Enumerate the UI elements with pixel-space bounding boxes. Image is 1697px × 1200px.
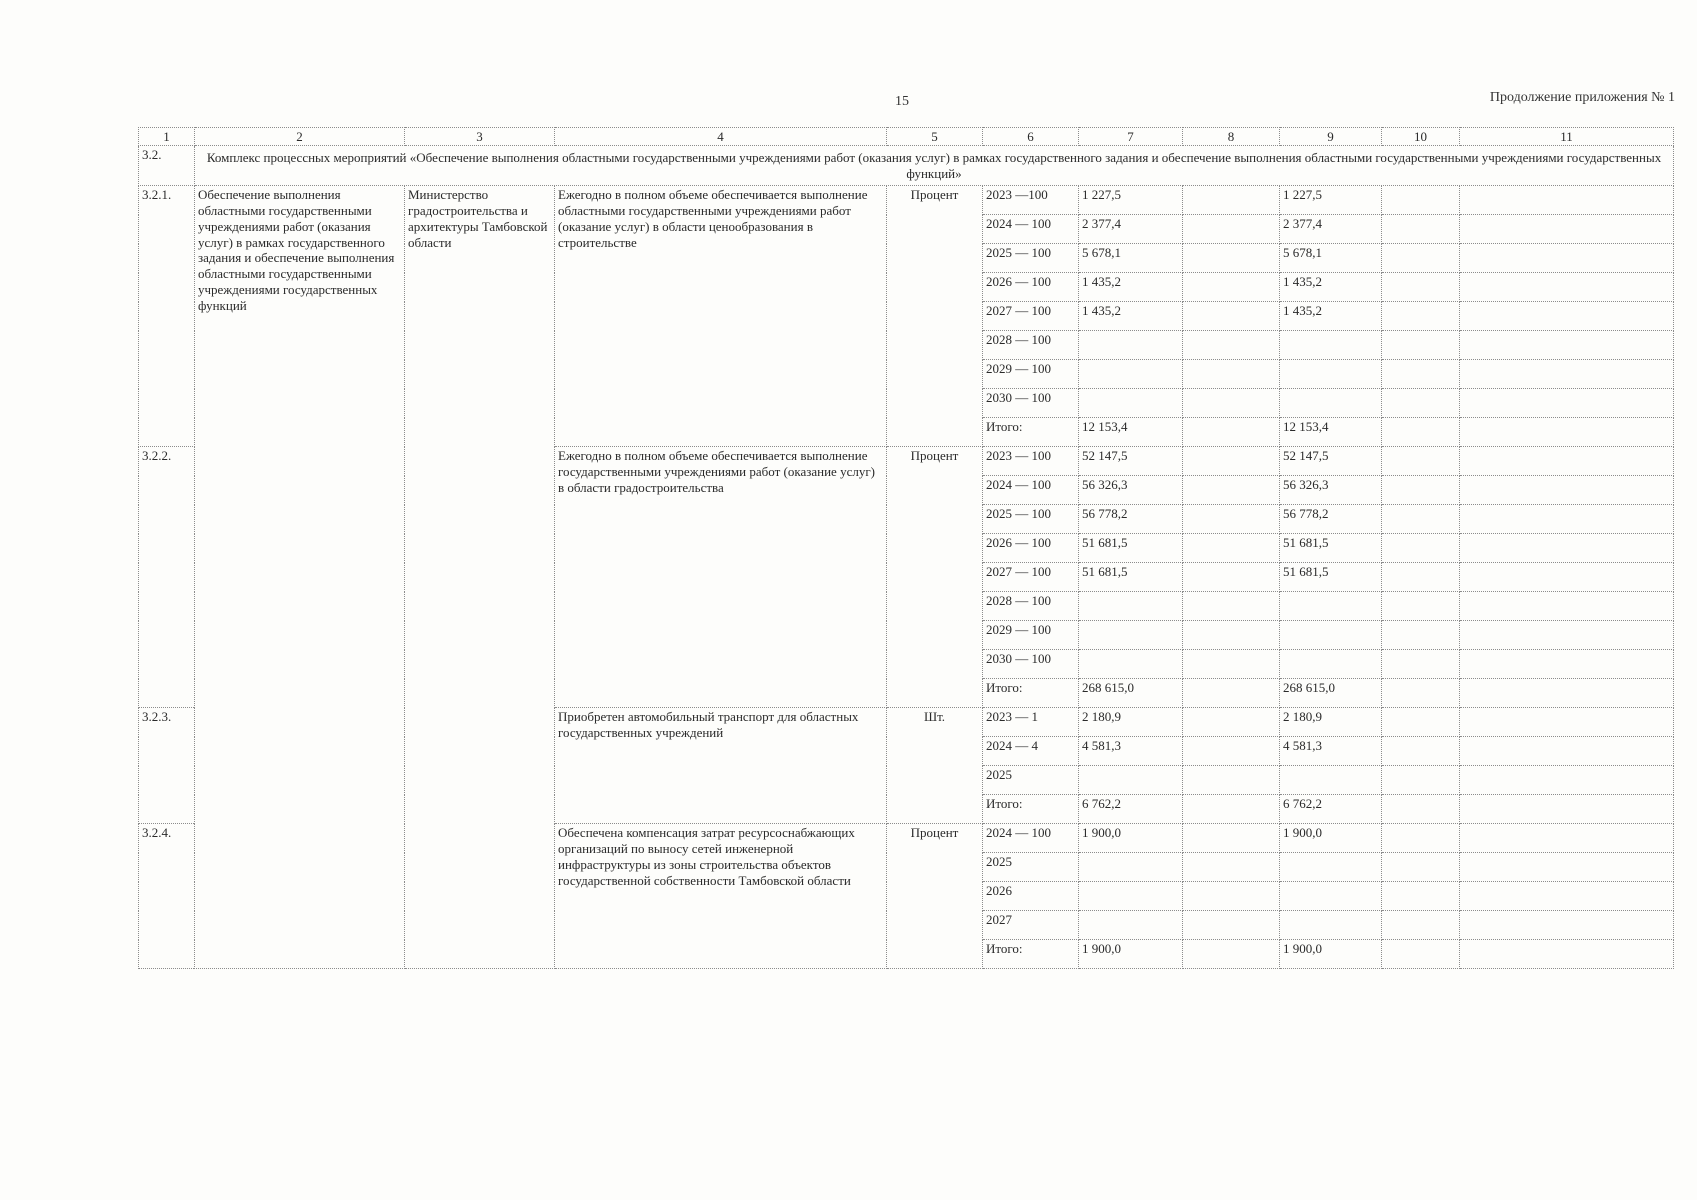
column-header: 10 [1382, 128, 1460, 146]
amount-col8 [1183, 244, 1280, 273]
year-value: Итого: [983, 940, 1079, 969]
amount-col9: 2 377,4 [1280, 215, 1382, 244]
year-value: 2028 — 100 [983, 331, 1079, 360]
column-header: 11 [1460, 128, 1674, 146]
amount-col11 [1460, 708, 1674, 737]
amount-col11 [1460, 737, 1674, 766]
amount-col9: 51 681,5 [1280, 563, 1382, 592]
amount-col11 [1460, 621, 1674, 650]
amount-col8 [1183, 563, 1280, 592]
amount-col10 [1382, 215, 1460, 244]
item-number: 3.2.4. [139, 824, 195, 969]
year-value: 2025 [983, 766, 1079, 795]
amount-col8 [1183, 302, 1280, 331]
amount-col11 [1460, 244, 1674, 273]
amount-col8 [1183, 215, 1280, 244]
amount-col7: 4 581,3 [1079, 737, 1183, 766]
amount-col10 [1382, 911, 1460, 940]
item-unit: Шт. [887, 708, 983, 824]
amount-col7: 2 180,9 [1079, 708, 1183, 737]
amount-col7 [1079, 389, 1183, 418]
year-value: 2024 — 100 [983, 476, 1079, 505]
year-value: 2028 — 100 [983, 592, 1079, 621]
amount-col10 [1382, 389, 1460, 418]
amount-col9: 1 435,2 [1280, 302, 1382, 331]
amount-col9: 56 326,3 [1280, 476, 1382, 505]
column-header: 5 [887, 128, 983, 146]
column-header: 9 [1280, 128, 1382, 146]
amount-col8 [1183, 737, 1280, 766]
amount-col7 [1079, 853, 1183, 882]
page-number: 15 [895, 94, 909, 109]
amount-col11 [1460, 186, 1674, 215]
item-number: 3.2.1. [139, 186, 195, 447]
amount-col7 [1079, 621, 1183, 650]
column-header: 3 [405, 128, 555, 146]
amount-col9: 1 900,0 [1280, 940, 1382, 969]
amount-col10 [1382, 853, 1460, 882]
amount-col9 [1280, 331, 1382, 360]
amount-col7: 6 762,2 [1079, 795, 1183, 824]
amount-col8 [1183, 621, 1280, 650]
item-result: Приобретен автомобильный транспорт для областных государственных учреждений [555, 708, 887, 824]
amount-col10 [1382, 621, 1460, 650]
amount-col8 [1183, 418, 1280, 447]
amount-col9: 51 681,5 [1280, 534, 1382, 563]
amount-col9 [1280, 766, 1382, 795]
amount-col8 [1183, 882, 1280, 911]
amount-col10 [1382, 592, 1460, 621]
amount-col11 [1460, 766, 1674, 795]
amount-col9: 6 762,2 [1280, 795, 1382, 824]
amount-col7: 1 900,0 [1079, 940, 1183, 969]
amount-col10 [1382, 302, 1460, 331]
event-name: Обеспечение выполнения областными государственными учреждениями работ (оказания услуг) в рамках государственного задания и обеспечение выполнения областными государственными учреждениями государственных функций [195, 186, 405, 969]
year-value: 2023 —100 [983, 186, 1079, 215]
year-value: Итого: [983, 679, 1079, 708]
amount-col11 [1460, 360, 1674, 389]
amount-col11 [1460, 302, 1674, 331]
amount-col9 [1280, 389, 1382, 418]
column-header: 4 [555, 128, 887, 146]
amount-col8 [1183, 766, 1280, 795]
column-header: 8 [1183, 128, 1280, 146]
year-value: 2024 — 100 [983, 824, 1079, 853]
year-value: 2026 — 100 [983, 534, 1079, 563]
amount-col8 [1183, 389, 1280, 418]
item-unit: Процент [887, 447, 983, 708]
amount-col8 [1183, 708, 1280, 737]
amount-col9: 1 900,0 [1280, 824, 1382, 853]
year-value: 2029 — 100 [983, 621, 1079, 650]
amount-col9: 12 153,4 [1280, 418, 1382, 447]
amount-col9: 1 435,2 [1280, 273, 1382, 302]
amount-col10 [1382, 737, 1460, 766]
item-unit: Процент [887, 186, 983, 447]
year-value: 2024 — 4 [983, 737, 1079, 766]
amount-col8 [1183, 853, 1280, 882]
amount-col11 [1460, 795, 1674, 824]
year-value: 2027 [983, 911, 1079, 940]
amount-col7: 1 435,2 [1079, 302, 1183, 331]
amount-col11 [1460, 940, 1674, 969]
amount-col9 [1280, 650, 1382, 679]
amount-col9 [1280, 882, 1382, 911]
amount-col11 [1460, 534, 1674, 563]
amount-col11 [1460, 882, 1674, 911]
amount-col10 [1382, 563, 1460, 592]
year-value: 2023 — 1 [983, 708, 1079, 737]
amount-col10 [1382, 476, 1460, 505]
amount-col7 [1079, 650, 1183, 679]
year-value: 2027 — 100 [983, 563, 1079, 592]
column-header: 6 [983, 128, 1079, 146]
responsible-body: Министерство градостроительства и архитектуры Тамбовской области [405, 186, 555, 969]
amount-col10 [1382, 331, 1460, 360]
item-number: 3.2.3. [139, 708, 195, 824]
amount-col10 [1382, 447, 1460, 476]
amount-col10 [1382, 534, 1460, 563]
amount-col7 [1079, 592, 1183, 621]
amount-col9: 4 581,3 [1280, 737, 1382, 766]
amount-col8 [1183, 592, 1280, 621]
amount-col8 [1183, 476, 1280, 505]
year-value: 2024 — 100 [983, 215, 1079, 244]
amount-col10 [1382, 766, 1460, 795]
amount-col8 [1183, 534, 1280, 563]
amount-col8 [1183, 650, 1280, 679]
amount-col7: 56 326,3 [1079, 476, 1183, 505]
amount-col11 [1460, 563, 1674, 592]
amount-col9: 52 147,5 [1280, 447, 1382, 476]
amount-col10 [1382, 244, 1460, 273]
amount-col11 [1460, 418, 1674, 447]
amount-col8 [1183, 273, 1280, 302]
amount-col10 [1382, 273, 1460, 302]
amount-col11 [1460, 447, 1674, 476]
amount-col9 [1280, 360, 1382, 389]
amount-col8 [1183, 679, 1280, 708]
amount-col11 [1460, 273, 1674, 302]
amount-col7: 2 377,4 [1079, 215, 1183, 244]
amount-col9 [1280, 853, 1382, 882]
amount-col11 [1460, 853, 1674, 882]
amount-col10 [1382, 360, 1460, 389]
amount-col7: 1 227,5 [1079, 186, 1183, 215]
amount-col8 [1183, 795, 1280, 824]
program-table [138, 127, 1674, 969]
amount-col7: 52 147,5 [1079, 447, 1183, 476]
amount-col9: 2 180,9 [1280, 708, 1382, 737]
item-unit: Процент [887, 824, 983, 969]
column-header: 2 [195, 128, 405, 146]
section-title: Комплекс процессных мероприятий «Обеспечение выполнения областными государственными учреждениями работ (оказания услуг) в рамках государственного задания и обеспечение выполнения областными государственными учреждениями государственных функций» [195, 146, 1674, 186]
column-number-row [139, 128, 1674, 146]
amount-col11 [1460, 331, 1674, 360]
item-result: Ежегодно в полном объеме обеспечивается выполнение областными государственными учреждениями работ (оказание услуг) в области ценообразования в строительстве [555, 186, 887, 447]
amount-col8 [1183, 360, 1280, 389]
item-result: Обеспечена компенсация затрат ресурсоснабжающих организаций по выносу сетей инженерной инфраструктуры из зоны строительства объектов государственной собственности Тамбовской области [555, 824, 887, 969]
section-number: 3.2. [139, 146, 195, 186]
amount-col11 [1460, 476, 1674, 505]
amount-col7 [1079, 360, 1183, 389]
amount-col8 [1183, 447, 1280, 476]
table-row [139, 186, 1674, 215]
amount-col8 [1183, 186, 1280, 215]
amount-col10 [1382, 650, 1460, 679]
amount-col10 [1382, 940, 1460, 969]
year-value: 2029 — 100 [983, 360, 1079, 389]
year-value: 2027 — 100 [983, 302, 1079, 331]
amount-col9 [1280, 911, 1382, 940]
amount-col11 [1460, 911, 1674, 940]
amount-col11 [1460, 824, 1674, 853]
year-value: 2030 — 100 [983, 650, 1079, 679]
amount-col10 [1382, 882, 1460, 911]
item-number: 3.2.2. [139, 447, 195, 708]
amount-col7 [1079, 911, 1183, 940]
amount-col7: 51 681,5 [1079, 563, 1183, 592]
amount-col9: 1 227,5 [1280, 186, 1382, 215]
amount-col11 [1460, 650, 1674, 679]
year-value: 2025 — 100 [983, 244, 1079, 273]
amount-col7: 12 153,4 [1079, 418, 1183, 447]
amount-col9: 268 615,0 [1280, 679, 1382, 708]
amount-col7 [1079, 766, 1183, 795]
amount-col7: 1 435,2 [1079, 273, 1183, 302]
amount-col9 [1280, 592, 1382, 621]
amount-col8 [1183, 824, 1280, 853]
amount-col7 [1079, 882, 1183, 911]
amount-col9: 56 778,2 [1280, 505, 1382, 534]
amount-col10 [1382, 795, 1460, 824]
amount-col7 [1079, 331, 1183, 360]
column-header: 1 [139, 128, 195, 146]
amount-col9 [1280, 621, 1382, 650]
year-value: Итого: [983, 418, 1079, 447]
amount-col7: 1 900,0 [1079, 824, 1183, 853]
amount-col9: 5 678,1 [1280, 244, 1382, 273]
year-value: 2026 [983, 882, 1079, 911]
amount-col10 [1382, 418, 1460, 447]
year-value: 2030 — 100 [983, 389, 1079, 418]
amount-col7: 5 678,1 [1079, 244, 1183, 273]
amount-col7: 51 681,5 [1079, 534, 1183, 563]
column-header: 7 [1079, 128, 1183, 146]
continuation-label: Продолжение приложения № 1 [1489, 90, 1675, 105]
amount-col10 [1382, 824, 1460, 853]
amount-col11 [1460, 592, 1674, 621]
item-result: Ежегодно в полном объеме обеспечивается выполнение государственными учреждениями работ (оказание услуг) в области градостроительства [555, 447, 887, 708]
amount-col7: 268 615,0 [1079, 679, 1183, 708]
amount-col10 [1382, 186, 1460, 215]
amount-col11 [1460, 215, 1674, 244]
year-value: 2023 — 100 [983, 447, 1079, 476]
year-value: 2026 — 100 [983, 273, 1079, 302]
amount-col8 [1183, 505, 1280, 534]
amount-col8 [1183, 940, 1280, 969]
amount-col7: 56 778,2 [1079, 505, 1183, 534]
amount-col11 [1460, 389, 1674, 418]
amount-col10 [1382, 708, 1460, 737]
amount-col10 [1382, 679, 1460, 708]
year-value: Итого: [983, 795, 1079, 824]
amount-col10 [1382, 505, 1460, 534]
amount-col11 [1460, 505, 1674, 534]
amount-col8 [1183, 331, 1280, 360]
year-value: 2025 — 100 [983, 505, 1079, 534]
section-row [139, 146, 1674, 186]
amount-col8 [1183, 911, 1280, 940]
amount-col11 [1460, 679, 1674, 708]
year-value: 2025 [983, 853, 1079, 882]
